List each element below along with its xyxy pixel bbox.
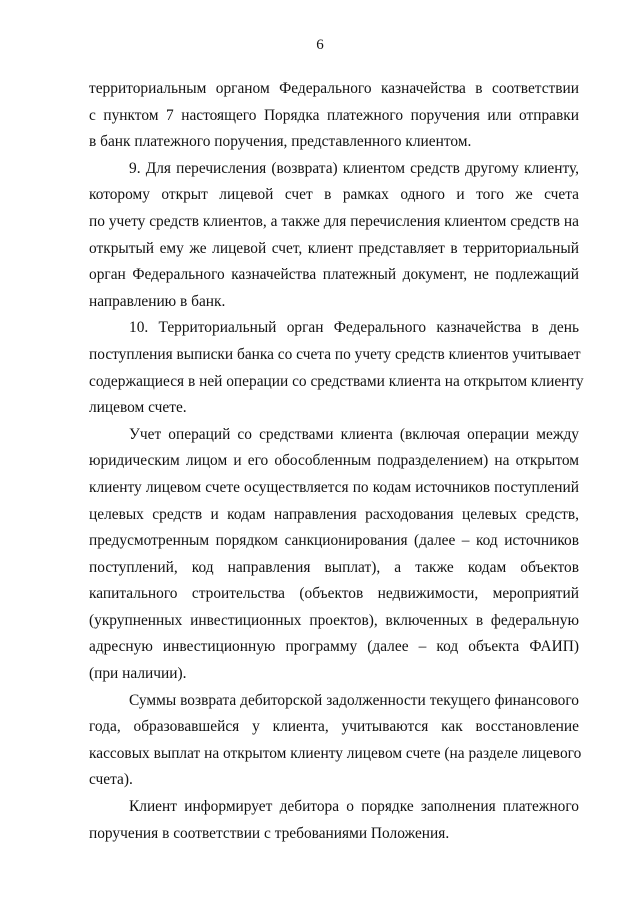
text-line: адресную инвестиционную программу (далее – код объекта ФАИП) [89,638,579,656]
text-line: капитального строительства (объектов недвижимости, мероприятий [89,585,579,603]
text-line: поручения в соответствии с требованиями Положения. [89,824,450,842]
text-line: лицевом счете. [89,399,187,417]
text-line: открытый ему же лицевой счет, клиент представляет в территориальный [89,239,579,257]
text-line: счета). [89,771,133,789]
text-line: (при наличии). [89,665,187,683]
text-line: с пунктом 7 настоящего Порядка платежного поручения или отправки [89,106,579,124]
text-line: Учет операций со средствами клиента (включая операции между [129,425,579,443]
text-line: 10. Территориальный орган Федерального казначейства в день [129,319,579,337]
text-line: Суммы возврата дебиторской задолженности текущего финансового [129,691,579,709]
text-line: содержащиеся в ней операции со средствами клиента на открытом клиенту [89,372,584,390]
page-number: 6 [316,37,324,53]
text-line: по учету средств клиентов, а также для перечисления клиентом средств на [89,212,579,230]
text-line: года, образовавшейся у клиента, учитываются как восстановление [89,718,579,736]
text-line: поступлений, код направления выплат), а также кодам объектов [89,558,579,576]
text-line: территориальным органом Федерального казначейства в соответствии [89,80,579,97]
text-line: Клиент информирует дебитора о порядке заполнения платежного [129,798,579,816]
text-line: в банк платежного поручения, представленного клиентом. [89,133,472,151]
text-line: (укрупненных инвестиционных проектов), включенных в федеральную [89,611,579,629]
text-line: юридическим лицом и его обособленным подразделением) на открытом [89,452,579,470]
text-line: орган Федерального казначейства платежный документ, не подлежащий [89,266,579,284]
text-line: которому открыт лицевой счет в рамках одного и того же счета [89,186,579,204]
text-line: клиенту лицевом счете осуществляется по кодам источников поступлений [89,478,579,496]
text-line: поступления выписки банка со счета по учету средств клиентов учитывает [89,345,581,363]
text-line: направлению в банк. [89,292,226,310]
document-body [89,76,584,847]
text-line: предусмотренным порядком санкционирования (далее – код источников [89,532,579,550]
text-line: целевых средств и кодам направления расходования целевых средств, [89,505,579,523]
text-line: кассовых выплат на открытом клиенту лицевом счете (на разделе лицевого [89,744,582,762]
text-line: 9. Для перечисления (возврата) клиентом средств другому клиенту, [129,159,579,177]
